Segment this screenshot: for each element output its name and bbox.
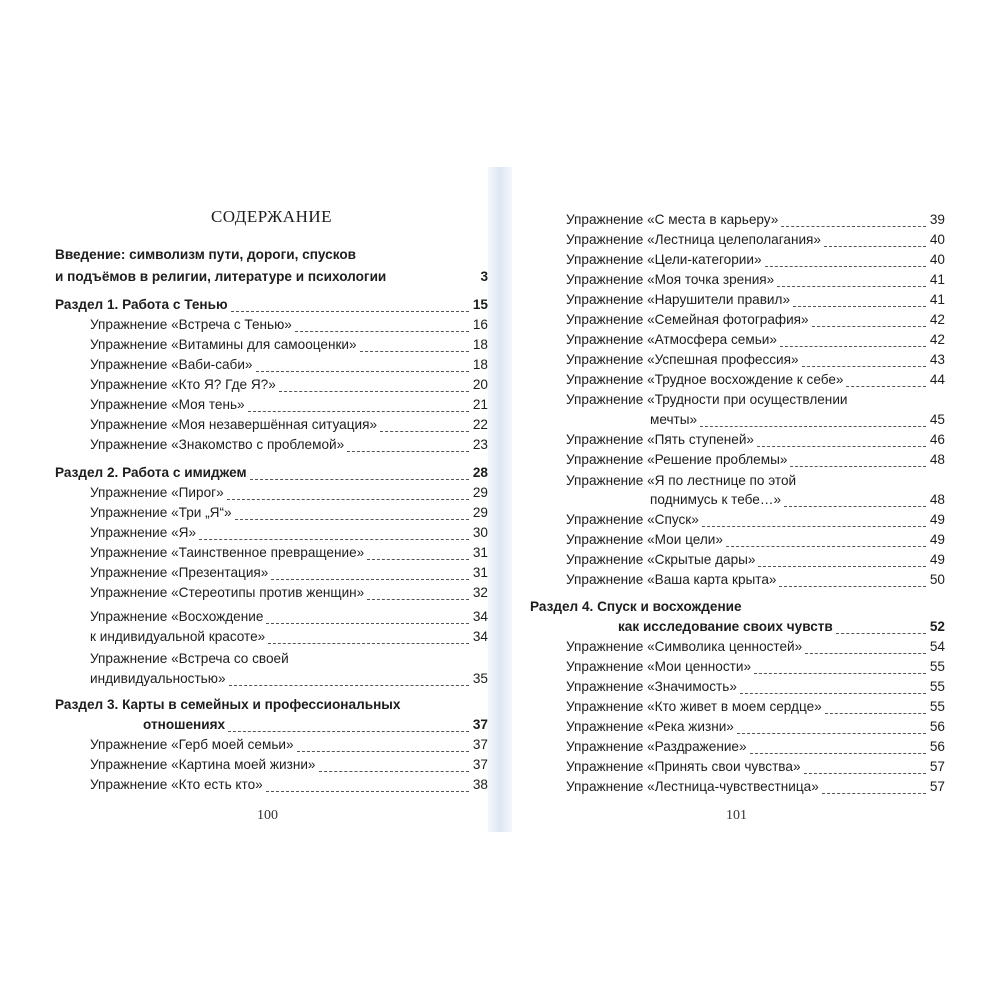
toc-entry: [512, 290, 945, 310]
toc-entry: [55, 503, 488, 523]
toc-entry-page: 42: [929, 312, 945, 327]
toc-entry: [512, 370, 945, 390]
toc-entry: [512, 777, 945, 797]
toc-entry-label: Упражнение «Герб моей семьи»: [90, 737, 294, 752]
dot-leader: [805, 653, 926, 654]
toc-section-2: Раздел 2. Работа с имиджем 28: [55, 465, 488, 480]
dot-leader: [266, 791, 469, 792]
toc-entry-label: Упражнение «Презентация»: [90, 565, 269, 580]
toc-entry: индивидуальностью» 35: [90, 671, 488, 686]
toc-entry-label: Упражнение «Кто живет в моем сердце»: [566, 699, 822, 714]
toc-entry-label: Упражнение «Пять ступеней»: [566, 432, 754, 447]
toc-entry: мечты» 45: [650, 412, 945, 427]
dot-leader: [822, 793, 926, 794]
toc-entry-label: Упражнение «Встреча с Тенью»: [90, 317, 292, 332]
dot-leader: [836, 633, 926, 634]
dot-leader: [790, 466, 926, 467]
toc-entry: [512, 510, 945, 530]
dot-leader: [227, 499, 469, 500]
toc-entry-page: 41: [929, 292, 945, 307]
toc-entry-label: Упражнение «Символика ценностей»: [566, 639, 803, 654]
toc-entry: [512, 717, 945, 737]
toc-entry: Упражнение «Встреча со своей: [90, 651, 289, 666]
toc-entry: [512, 530, 945, 550]
toc-entry: [55, 483, 488, 503]
toc-entry: [512, 350, 945, 370]
toc-entry-label: Упражнение «Решение проблемы»: [566, 452, 788, 467]
dot-leader: [347, 451, 469, 452]
toc-intro-line1: Введение: символизм пути, дороги, спусков: [55, 247, 356, 262]
dot-leader: [824, 246, 926, 247]
toc-entry-page: 49: [929, 512, 945, 527]
toc-section-3: Раздел 3. Карты в семейных и профессиональных: [55, 697, 401, 712]
toc-entry-page: 48: [929, 452, 945, 467]
toc-section-1: Раздел 1. Работа с Тенью 15: [55, 297, 488, 312]
toc-entry: [512, 697, 945, 717]
toc-entry-page: 41: [929, 272, 945, 287]
toc-entry-label: Упражнение «Цели-категории»: [566, 252, 762, 267]
toc-entry-page: 56: [929, 739, 945, 754]
toc-entry: [55, 775, 488, 795]
toc-entry-label: Упражнение «Ваби-саби»: [90, 357, 253, 372]
toc-entry: [512, 230, 945, 250]
toc-entry: [512, 637, 945, 657]
toc-entry-page: 18: [472, 357, 488, 372]
toc-entry-label: Упражнение «Нарушители правил»: [566, 292, 791, 307]
toc-entry: [512, 570, 945, 590]
dot-leader: [781, 226, 926, 227]
dot-leader: [279, 391, 469, 392]
dot-leader: [271, 579, 469, 580]
toc-entry: [55, 523, 488, 543]
toc-intro-line2: и подъёмов в религии, литературе и психологии 3: [55, 267, 488, 287]
dot-leader: [250, 479, 469, 480]
toc-entry: [55, 375, 488, 395]
dot-leader: [380, 431, 469, 432]
toc-entry: [55, 735, 488, 755]
toc-entry-page: 29: [472, 485, 488, 500]
dot-leader: [740, 693, 926, 694]
toc-entry-label: Упражнение «Я»: [90, 525, 197, 540]
toc-entry-label: Упражнение «Таинственное превращение»: [90, 545, 365, 560]
toc-entry: [55, 583, 488, 603]
toc-entry: к индивидуальной красоте» 34: [90, 629, 488, 644]
toc-entry-label: Упражнение «Моя незавершённая ситуация»: [90, 417, 378, 432]
toc-entry-label: Упражнение «Семейная фотография»: [566, 312, 809, 327]
dot-leader: [737, 733, 926, 734]
toc-section-4: Раздел 4. Спуск и восхождение: [530, 599, 742, 614]
toc-entry-page: 44: [929, 372, 945, 387]
dot-leader: [360, 351, 469, 352]
toc-entry: [512, 330, 945, 350]
toc-entry-label: Упражнение «Ваша карта крыта»: [566, 572, 777, 587]
toc-entry-label: Упражнение «Значимость»: [566, 679, 737, 694]
toc-entry-page: 30: [472, 525, 488, 540]
dot-leader: [228, 731, 469, 732]
dot-leader: [295, 331, 469, 332]
dot-leader: [825, 713, 926, 714]
toc-entry: [55, 755, 488, 775]
dot-leader: [231, 311, 469, 312]
toc-entry-label: Упражнение «Лестница целеполагания»: [566, 232, 821, 247]
toc-entry-label: Упражнение «Кто Я? Где Я?»: [90, 377, 276, 392]
toc-entry-page: 49: [929, 552, 945, 567]
toc-entry-page: 37: [472, 757, 488, 772]
toc-entry-page: 31: [472, 565, 488, 580]
toc-entry-page: 31: [472, 545, 488, 560]
dot-leader: [199, 539, 469, 540]
toc-entry: [512, 250, 945, 270]
toc-entry: [55, 355, 488, 375]
toc-entry-label: Упражнение «Лестница-чувствестница»: [566, 779, 819, 794]
dot-leader: [726, 546, 926, 547]
toc-entry-page: 22: [472, 417, 488, 432]
dot-leader: [777, 286, 926, 287]
toc-entry-page: 54: [929, 639, 945, 654]
toc-entry-page: 50: [929, 572, 945, 587]
toc-entry-page: 40: [929, 232, 945, 247]
toc-entry: [55, 395, 488, 415]
toc-entry-label: Упражнение «Спуск»: [566, 512, 699, 527]
toc-entry-page: 42: [929, 332, 945, 347]
toc-entry-label: Упражнение «Атмосфера семьи»: [566, 332, 777, 347]
toc-section-4-line2: как исследование своих чувств 52: [618, 619, 945, 634]
toc-entry-page: 56: [929, 719, 945, 734]
toc-entry-label: Упражнение «Стереотипы против женщин»: [90, 585, 365, 600]
toc-entry-page: 37: [472, 737, 488, 752]
toc-entry-label: Упражнение «Витамины для самооценки»: [90, 337, 357, 352]
dot-leader: [802, 366, 926, 367]
toc-entry-page: 57: [929, 779, 945, 794]
toc-entry-page: 43: [929, 352, 945, 367]
toc-entry-page: 49: [929, 532, 945, 547]
toc-entry-page: 21: [472, 397, 488, 412]
dot-leader: [765, 266, 926, 267]
dot-leader: [367, 599, 469, 600]
dot-leader: [812, 326, 926, 327]
toc-entry: Упражнение «Я по лестнице по этой: [566, 473, 797, 488]
toc-entry-label: Упражнение «Пирог»: [90, 485, 224, 500]
dot-leader: [297, 751, 469, 752]
toc-entry-label: Упражнение «Знакомство с проблемой»: [90, 437, 345, 452]
toc-entry-label: Упражнение «Река жизни»: [566, 719, 734, 734]
toc-entry: [512, 430, 945, 450]
toc-entry-label: Упражнение «Мои цели»: [566, 532, 723, 547]
toc-entry: Упражнение «Трудности при осуществлении: [566, 392, 848, 407]
dot-leader: [784, 506, 926, 507]
dot-leader: [758, 566, 926, 567]
toc-entry-page: 20: [472, 377, 488, 392]
toc-entry: [55, 415, 488, 435]
toc-entry-page: 55: [929, 699, 945, 714]
dot-leader: [235, 519, 469, 520]
toc-entry-page: 46: [929, 432, 945, 447]
dot-leader: [750, 753, 926, 754]
toc-entry: Упражнение «Восхождение 34: [90, 609, 488, 624]
dot-leader: [266, 623, 469, 624]
toc-entry-label: Упражнение «С места в карьеру»: [566, 212, 779, 227]
toc-entry-label: Упражнение «Раздражение»: [566, 739, 747, 754]
toc-entry-label: Упражнение «Скрытые дары»: [566, 552, 756, 567]
toc-entry-page: 38: [472, 777, 488, 792]
toc-entry-page: 40: [929, 252, 945, 267]
toc-entry-label: Упражнение «Картина моей жизни»: [90, 757, 316, 772]
page-title: СОДЕРЖАНИЕ: [210, 207, 333, 226]
toc-section-3-line2: отношениях 37: [143, 717, 488, 732]
dot-leader: [319, 771, 469, 772]
toc-entry-page: 29: [472, 505, 488, 520]
toc-entry-label: Упражнение «Кто есть кто»: [90, 777, 263, 792]
dot-leader: [779, 586, 926, 587]
toc-entry: [512, 550, 945, 570]
dot-leader: [846, 386, 926, 387]
toc-entry-label: Упражнение «Трудное восхождение к себе»: [566, 372, 844, 387]
toc-entry: [55, 435, 488, 455]
toc-entry: [512, 270, 945, 290]
dot-leader: [256, 371, 469, 372]
toc-entry-label: Упражнение «Моя точка зрения»: [566, 272, 775, 287]
toc-entry-page: 18: [472, 337, 488, 352]
dot-leader: [757, 446, 926, 447]
toc-entry: [512, 450, 945, 470]
dot-leader: [702, 526, 926, 527]
toc-entry-label: Упражнение «Три „Я“»: [90, 505, 232, 520]
dot-leader: [804, 773, 926, 774]
toc-entry: [55, 315, 488, 335]
dot-leader: [754, 673, 926, 674]
toc-entry-page: 16: [472, 317, 488, 332]
toc-entry-page: 32: [472, 585, 488, 600]
toc-entry: [55, 543, 488, 563]
toc-entry: [55, 335, 488, 355]
toc-entry-page: 23: [472, 437, 488, 452]
toc-entry-label: Упражнение «Принять свои чувства»: [566, 759, 801, 774]
toc-entry-label: Упражнение «Моя тень»: [90, 397, 245, 412]
toc-entry-label: Упражнение «Успешная профессия»: [566, 352, 799, 367]
page-number: 101: [726, 808, 747, 823]
toc-entry-label: Упражнение «Мои ценности»: [566, 659, 752, 674]
toc-entry: [512, 210, 945, 230]
dot-leader: [780, 346, 926, 347]
toc-intro-page: 3: [480, 269, 488, 284]
toc-entry: [512, 657, 945, 677]
dot-leader: [700, 426, 926, 427]
dot-leader: [367, 559, 469, 560]
dot-leader: [248, 411, 469, 412]
toc-entry: [512, 677, 945, 697]
toc-entry: [512, 737, 945, 757]
toc-entry: [55, 563, 488, 583]
dot-leader: [268, 643, 469, 644]
page-number: 100: [257, 808, 278, 823]
toc-entry-page: 55: [929, 679, 945, 694]
toc-entry-page: 39: [929, 212, 945, 227]
dot-leader: [229, 685, 469, 686]
dot-leader: [793, 306, 926, 307]
toc-entry: [512, 310, 945, 330]
toc-entry: [512, 757, 945, 777]
toc-entry-page: 57: [929, 759, 945, 774]
toc-entry-page: 55: [929, 659, 945, 674]
left-page: [55, 167, 488, 832]
toc-entry: поднимусь к тебе…» 48: [650, 492, 945, 507]
right-page: [512, 167, 945, 832]
